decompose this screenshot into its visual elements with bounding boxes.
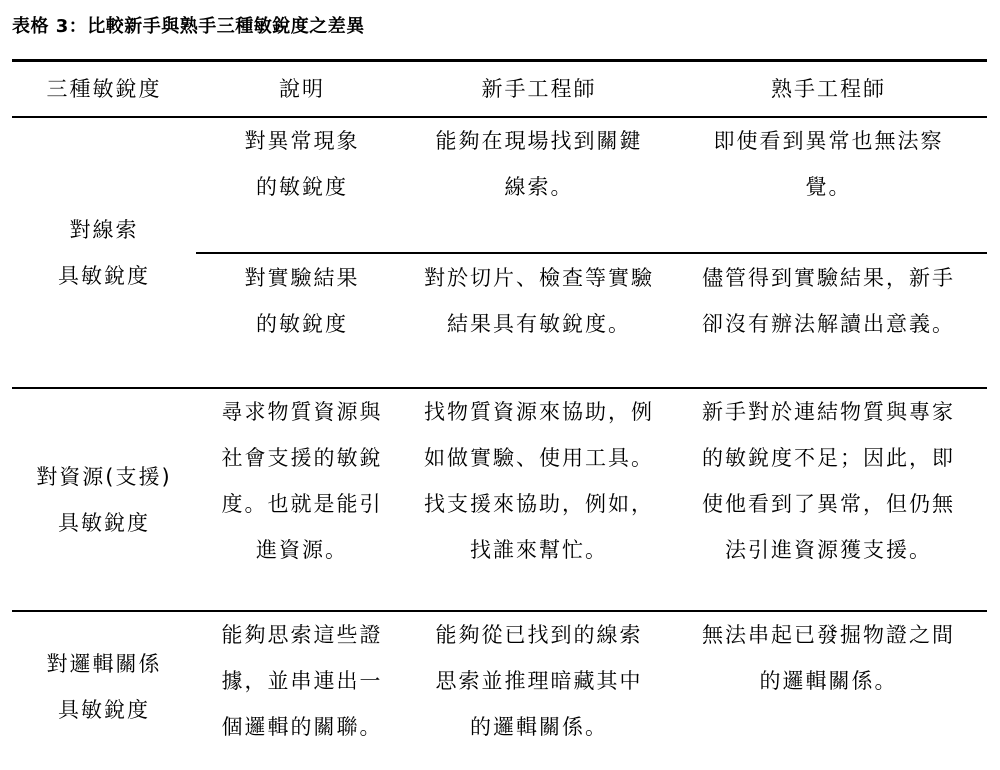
row-novice-cell bbox=[408, 389, 670, 573]
header-description: 說明 bbox=[279, 77, 325, 101]
group-name-line: 對資源(支援) bbox=[36, 465, 172, 489]
group-name-line: 對邏輯關係 bbox=[46, 652, 162, 676]
row-expert-cell bbox=[670, 612, 987, 704]
cell-line: 新手對於連結物質與專家 bbox=[702, 400, 955, 424]
cell-line: 使他看到了異常，但仍無 bbox=[702, 492, 955, 516]
cell-line: 據，並串連出一 bbox=[221, 669, 383, 693]
row-novice-cell bbox=[408, 118, 670, 210]
cell-line: 儘管得到實驗結果，新手 bbox=[702, 266, 955, 290]
cell-line: 的敏銳度 bbox=[256, 312, 348, 336]
cell-line: 尋求物質資源與 bbox=[221, 400, 383, 424]
cell-line: 找物質資源來協助，例 bbox=[424, 400, 654, 424]
cell-line: 法引進資源獲支援。 bbox=[725, 538, 932, 562]
table-caption: 表格 3：比較新手與熟手三種敏銳度之差異 bbox=[12, 16, 365, 37]
group-clue-sensitivity bbox=[12, 118, 196, 388]
cell-line: 找支援來協助，例如， bbox=[424, 492, 654, 516]
cell-line: 覺。 bbox=[805, 175, 852, 199]
cell-line: 結果具有敏銳度。 bbox=[447, 312, 631, 336]
cell-line: 如做實驗、使用工具。 bbox=[424, 446, 654, 470]
group-resource-sensitivity bbox=[12, 389, 196, 611]
cell-line: 對實驗結果 bbox=[244, 266, 360, 290]
group-name-line: 具敏銳度 bbox=[58, 511, 150, 535]
cell-line: 的敏銳度不足；因此，即 bbox=[702, 446, 955, 470]
row-expert-cell bbox=[670, 118, 987, 210]
cell-line: 即使看到異常也無法察 bbox=[713, 129, 944, 153]
row-desc-cell bbox=[196, 255, 408, 347]
row-desc-cell bbox=[196, 118, 408, 210]
cell-line: 能夠從已找到的線索 bbox=[435, 623, 643, 647]
header-sensitivity-type: 三種敏銳度 bbox=[46, 77, 162, 101]
group-name-line: 對線索 bbox=[69, 218, 139, 242]
cell-line: 能夠在現場找到關鍵 bbox=[435, 129, 643, 153]
row-novice-cell bbox=[408, 255, 670, 347]
row-expert-cell bbox=[670, 389, 987, 573]
cell-line: 無法串起已發掘物證之間 bbox=[702, 623, 955, 647]
row-expert-cell bbox=[670, 255, 987, 347]
sub-row-rule bbox=[196, 252, 987, 254]
row-desc-cell bbox=[196, 612, 408, 750]
header-expert-engineer: 熟手工程師 bbox=[771, 77, 886, 101]
cell-line: 卻沒有辦法解讀出意義。 bbox=[702, 312, 955, 336]
cell-line: 個邏輯的關聯。 bbox=[221, 715, 383, 739]
cell-line: 的邏輯關係。 bbox=[759, 669, 898, 693]
cell-line: 對於切片、檢查等實驗 bbox=[424, 266, 654, 290]
cell-line: 找誰來幫忙。 bbox=[470, 538, 608, 562]
cell-line: 的敏銳度 bbox=[256, 175, 348, 199]
row-desc-cell bbox=[196, 389, 408, 573]
group-name-line: 具敏銳度 bbox=[58, 698, 150, 722]
cell-line: 的邏輯關係。 bbox=[470, 715, 608, 739]
cell-line: 思索並推理暗藏其中 bbox=[435, 669, 643, 693]
cell-line: 度。也就是能引 bbox=[221, 492, 383, 516]
cell-line: 對異常現象 bbox=[244, 129, 360, 153]
group-logic-sensitivity bbox=[12, 612, 196, 762]
header-novice-engineer: 新手工程師 bbox=[481, 77, 597, 101]
cell-line: 社會支援的敏銳 bbox=[221, 446, 383, 470]
group-name-line: 具敏銳度 bbox=[58, 264, 150, 288]
cell-line: 進資源。 bbox=[256, 538, 348, 562]
row-novice-cell bbox=[408, 612, 670, 750]
cell-line: 線索。 bbox=[504, 175, 574, 199]
cell-line: 能夠思索這些證 bbox=[221, 623, 383, 647]
